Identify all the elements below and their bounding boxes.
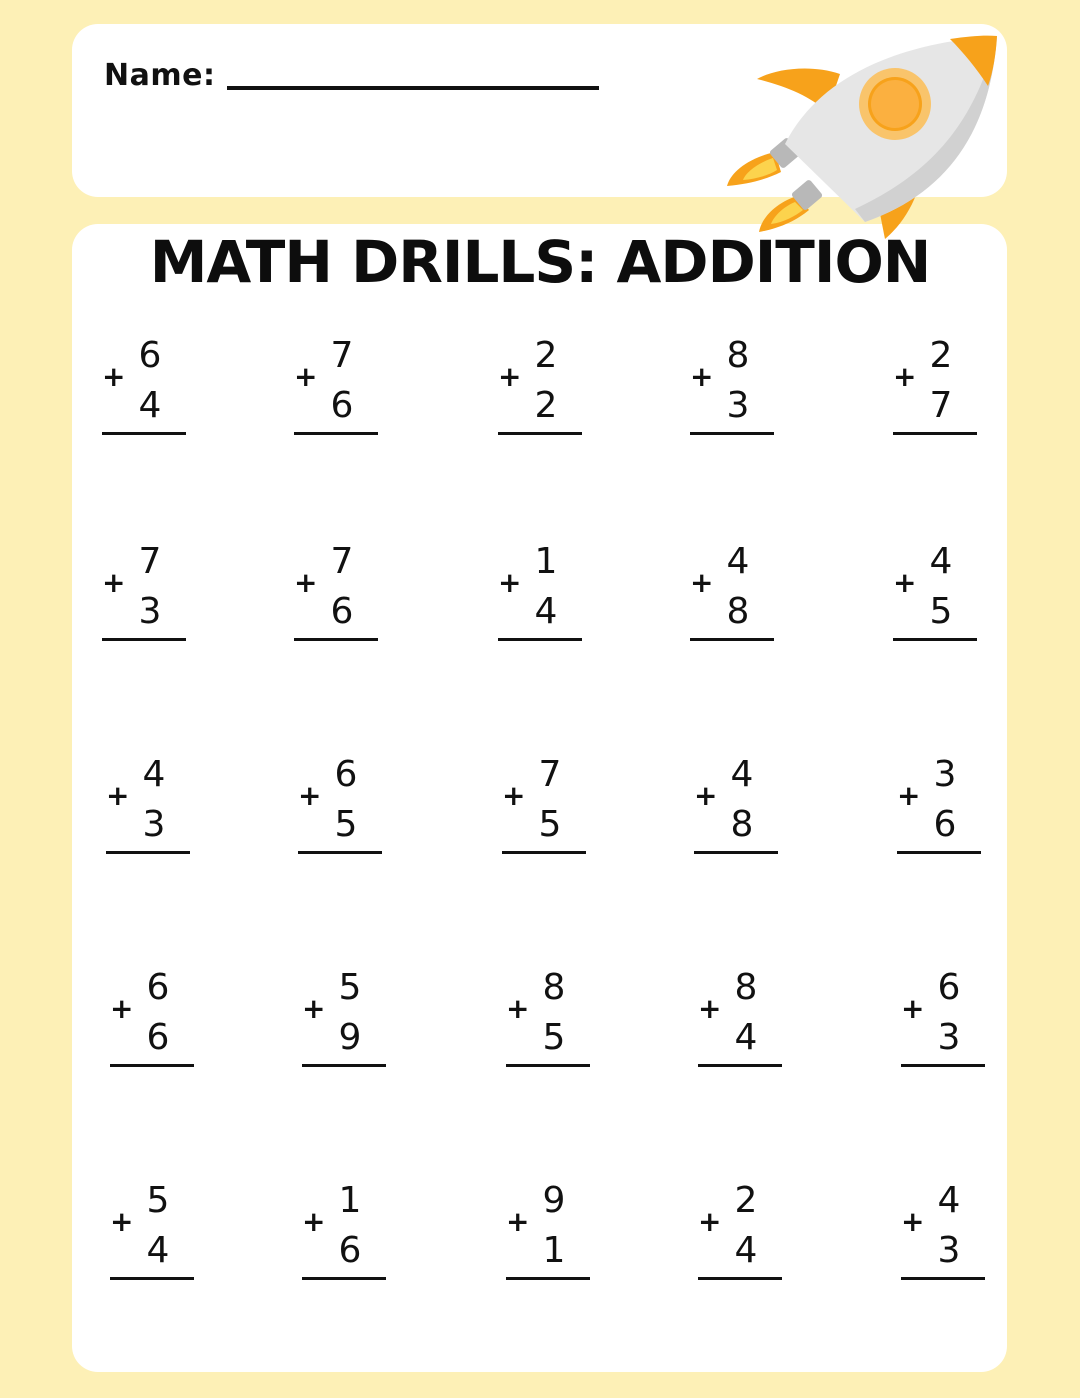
addend-top: 3 xyxy=(933,754,957,795)
answer-line[interactable] xyxy=(498,432,582,435)
answer-line[interactable] xyxy=(102,432,186,435)
addend-top: 8 xyxy=(734,967,758,1008)
plus-sign: + xyxy=(897,779,921,812)
answer-line[interactable] xyxy=(294,432,378,435)
answer-line[interactable] xyxy=(298,851,382,854)
addend-top: 4 xyxy=(937,1180,961,1221)
addend-bottom: 3 xyxy=(937,1017,961,1058)
plus-sign: + xyxy=(102,360,126,393)
answer-line[interactable] xyxy=(506,1277,590,1280)
addend-bottom: 5 xyxy=(334,804,358,845)
addend-top: 1 xyxy=(338,1180,362,1221)
rocket-icon xyxy=(715,24,1015,254)
answer-line[interactable] xyxy=(893,638,977,641)
answer-line[interactable] xyxy=(698,1064,782,1067)
addend-top: 7 xyxy=(538,754,562,795)
addend-top: 4 xyxy=(142,754,166,795)
addend-top: 1 xyxy=(534,541,558,582)
answer-line[interactable] xyxy=(897,851,981,854)
plus-sign: + xyxy=(506,992,530,1025)
addend-bottom: 6 xyxy=(338,1230,362,1271)
addition-problem xyxy=(901,1181,987,1277)
addend-top: 7 xyxy=(138,541,162,582)
plus-sign: + xyxy=(294,360,318,393)
plus-sign: + xyxy=(298,779,322,812)
addition-problem xyxy=(498,336,584,432)
plus-sign: + xyxy=(893,360,917,393)
worksheet-title: MATH DRILLS: ADDITION xyxy=(149,228,931,296)
answer-line[interactable] xyxy=(690,638,774,641)
addend-bottom: 6 xyxy=(933,804,957,845)
addend-top: 8 xyxy=(726,335,750,376)
addition-problem xyxy=(502,755,588,851)
addend-top: 2 xyxy=(534,335,558,376)
addition-problem xyxy=(498,542,584,638)
plus-sign: + xyxy=(302,1205,326,1238)
answer-line[interactable] xyxy=(698,1277,782,1280)
addend-bottom: 9 xyxy=(338,1017,362,1058)
addition-problem xyxy=(106,755,192,851)
addend-bottom: 6 xyxy=(330,591,354,632)
addition-problem xyxy=(506,968,592,1064)
addend-bottom: 6 xyxy=(330,385,354,426)
plus-sign: + xyxy=(502,779,526,812)
addend-bottom: 4 xyxy=(734,1017,758,1058)
plus-sign: + xyxy=(901,1205,925,1238)
answer-line[interactable] xyxy=(502,851,586,854)
addition-problem xyxy=(694,755,780,851)
plus-sign: + xyxy=(294,566,318,599)
plus-sign: + xyxy=(498,360,522,393)
plus-sign: + xyxy=(901,992,925,1025)
answer-line[interactable] xyxy=(498,638,582,641)
addend-bottom: 3 xyxy=(138,591,162,632)
addend-top: 6 xyxy=(146,967,170,1008)
addend-top: 6 xyxy=(334,754,358,795)
addend-top: 5 xyxy=(338,967,362,1008)
answer-line[interactable] xyxy=(302,1064,386,1067)
addend-bottom: 3 xyxy=(142,804,166,845)
answer-line[interactable] xyxy=(102,638,186,641)
addition-problem xyxy=(901,968,987,1064)
answer-line[interactable] xyxy=(302,1277,386,1280)
plus-sign: + xyxy=(506,1205,530,1238)
addition-problem xyxy=(102,542,188,638)
answer-line[interactable] xyxy=(901,1064,985,1067)
plus-sign: + xyxy=(893,566,917,599)
answer-line[interactable] xyxy=(294,638,378,641)
addition-problem xyxy=(102,336,188,432)
addend-bottom: 5 xyxy=(538,804,562,845)
addition-problem xyxy=(698,968,784,1064)
addition-problem xyxy=(506,1181,592,1277)
plus-sign: + xyxy=(698,992,722,1025)
plus-sign: + xyxy=(698,1205,722,1238)
name-write-line[interactable] xyxy=(227,86,599,90)
answer-line[interactable] xyxy=(901,1277,985,1280)
plus-sign: + xyxy=(110,992,134,1025)
addition-problem xyxy=(298,755,384,851)
addition-problem xyxy=(893,542,979,638)
plus-sign: + xyxy=(110,1205,134,1238)
addend-bottom: 7 xyxy=(929,385,953,426)
addition-problem xyxy=(110,1181,196,1277)
plus-sign: + xyxy=(690,360,714,393)
plus-sign: + xyxy=(690,566,714,599)
addition-problem xyxy=(302,1181,388,1277)
addend-bottom: 4 xyxy=(138,385,162,426)
addend-bottom: 3 xyxy=(937,1230,961,1271)
addition-problem xyxy=(690,336,776,432)
addend-bottom: 6 xyxy=(146,1017,170,1058)
plus-sign: + xyxy=(694,779,718,812)
addend-bottom: 4 xyxy=(734,1230,758,1271)
addend-bottom: 3 xyxy=(726,385,750,426)
answer-line[interactable] xyxy=(694,851,778,854)
addend-top: 4 xyxy=(929,541,953,582)
addend-top: 6 xyxy=(937,967,961,1008)
addend-bottom: 5 xyxy=(929,591,953,632)
addition-problem xyxy=(302,968,388,1064)
addition-problem xyxy=(294,542,380,638)
plus-sign: + xyxy=(102,566,126,599)
addend-top: 5 xyxy=(146,1180,170,1221)
addend-bottom: 4 xyxy=(146,1230,170,1271)
addition-problem xyxy=(698,1181,784,1277)
answer-line[interactable] xyxy=(506,1064,590,1067)
plus-sign: + xyxy=(106,779,130,812)
addition-problem xyxy=(110,968,196,1064)
addend-bottom: 1 xyxy=(542,1230,566,1271)
addend-bottom: 5 xyxy=(542,1017,566,1058)
addend-top: 9 xyxy=(542,1180,566,1221)
addition-problem xyxy=(294,336,380,432)
answer-line[interactable] xyxy=(110,1277,194,1280)
answer-line[interactable] xyxy=(690,432,774,435)
addend-top: 2 xyxy=(734,1180,758,1221)
addition-problem xyxy=(690,542,776,638)
addend-top: 7 xyxy=(330,335,354,376)
addend-top: 7 xyxy=(330,541,354,582)
addition-problem xyxy=(893,336,979,432)
addend-bottom: 4 xyxy=(534,591,558,632)
addend-top: 8 xyxy=(542,967,566,1008)
answer-line[interactable] xyxy=(106,851,190,854)
addition-problem xyxy=(897,755,983,851)
addend-top: 4 xyxy=(730,754,754,795)
addend-top: 4 xyxy=(726,541,750,582)
name-label: Name: xyxy=(104,58,216,93)
name-row xyxy=(104,58,599,93)
addend-bottom: 8 xyxy=(730,804,754,845)
answer-line[interactable] xyxy=(110,1064,194,1067)
addend-top: 2 xyxy=(929,335,953,376)
addend-bottom: 8 xyxy=(726,591,750,632)
addend-bottom: 2 xyxy=(534,385,558,426)
answer-line[interactable] xyxy=(893,432,977,435)
plus-sign: + xyxy=(498,566,522,599)
addend-top: 6 xyxy=(138,335,162,376)
plus-sign: + xyxy=(302,992,326,1025)
